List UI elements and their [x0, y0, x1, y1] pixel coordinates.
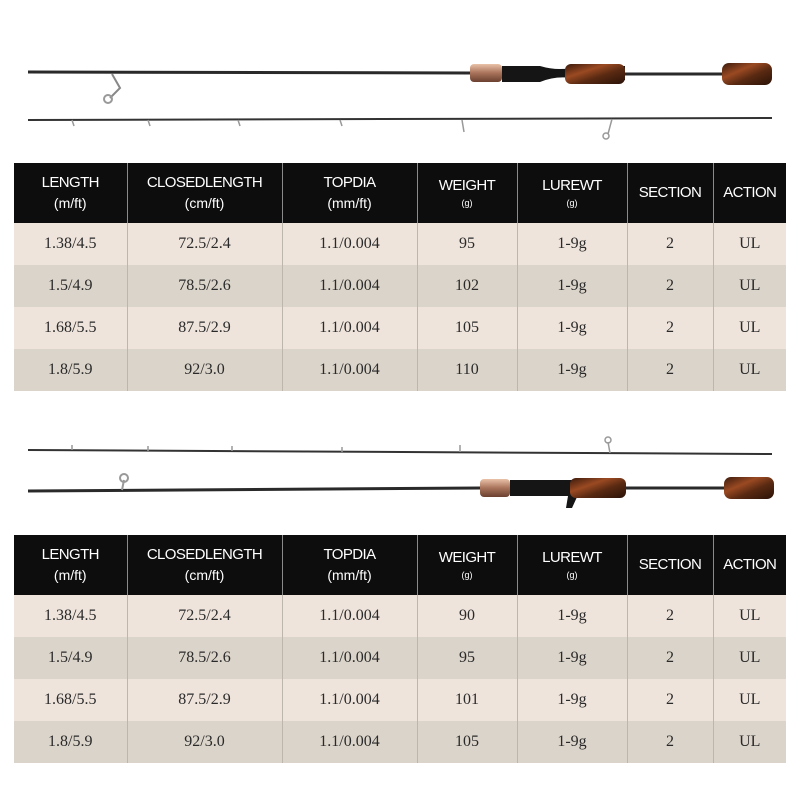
cell-closed-length: 72.5/2.4	[127, 595, 282, 637]
cell-lure-wt: 1-9g	[517, 223, 627, 265]
cell-weight: 105	[417, 721, 517, 763]
cell-weight: 95	[417, 637, 517, 679]
butt-cap-icon	[724, 477, 774, 499]
cell-length: 1.5/4.9	[14, 265, 127, 307]
header-top-dia: TOPDIA (mm/ft)	[282, 535, 417, 595]
cell-section: 2	[627, 349, 713, 391]
header-section: SECTION	[627, 163, 713, 223]
cell-length: 1.8/5.9	[14, 721, 127, 763]
cell-length: 1.68/5.5	[14, 307, 127, 349]
cell-top-dia: 1.1/0.004	[282, 637, 417, 679]
header-weight: WEIGHT (g)	[417, 163, 517, 223]
cell-closed-length: 87.5/2.9	[127, 307, 282, 349]
table-row	[14, 265, 786, 307]
cell-closed-length: 78.5/2.6	[127, 637, 282, 679]
cell-top-dia: 1.1/0.004	[282, 223, 417, 265]
cell-closed-length: 92/3.0	[127, 721, 282, 763]
table-row	[14, 307, 786, 349]
cell-top-dia: 1.1/0.004	[282, 679, 417, 721]
cell-weight: 90	[417, 595, 517, 637]
cell-action: UL	[713, 721, 786, 763]
header-closed-length: CLOSEDLENGTH (cm/ft)	[127, 163, 282, 223]
cell-lure-wt: 1-9g	[517, 349, 627, 391]
cell-top-dia: 1.1/0.004	[282, 307, 417, 349]
spinning-rod-image	[0, 50, 800, 140]
table-row	[14, 679, 786, 721]
cell-action: UL	[713, 637, 786, 679]
cell-top-dia: 1.1/0.004	[282, 721, 417, 763]
cell-length: 1.38/4.5	[14, 595, 127, 637]
table-row	[14, 637, 786, 679]
cell-action: UL	[713, 349, 786, 391]
header-action: ACTION	[713, 163, 786, 223]
spinning-spec-table	[14, 163, 786, 391]
cell-weight: 102	[417, 265, 517, 307]
table-row	[14, 595, 786, 637]
cell-lure-wt: 1-9g	[517, 637, 627, 679]
cell-weight: 95	[417, 223, 517, 265]
header-section: SECTION	[627, 535, 713, 595]
table-header-row	[14, 535, 786, 595]
cell-action: UL	[713, 307, 786, 349]
header-lure-wt: LUREWT (g)	[517, 535, 627, 595]
butt-cap-icon	[722, 63, 772, 85]
cell-weight: 101	[417, 679, 517, 721]
cell-section: 2	[627, 637, 713, 679]
header-length: LENGTH (m/ft)	[14, 163, 127, 223]
cell-section: 2	[627, 307, 713, 349]
cell-lure-wt: 1-9g	[517, 721, 627, 763]
cell-section: 2	[627, 223, 713, 265]
cell-lure-wt: 1-9g	[517, 595, 627, 637]
table-header-row	[14, 163, 786, 223]
header-length: LENGTH (m/ft)	[14, 535, 127, 595]
header-action: ACTION	[713, 535, 786, 595]
cell-action: UL	[713, 595, 786, 637]
header-top-dia: TOPDIA (mm/ft)	[282, 163, 417, 223]
cell-length: 1.38/4.5	[14, 223, 127, 265]
cell-action: UL	[713, 679, 786, 721]
cell-section: 2	[627, 595, 713, 637]
cell-closed-length: 92/3.0	[127, 349, 282, 391]
cell-length: 1.8/5.9	[14, 349, 127, 391]
cell-closed-length: 87.5/2.9	[127, 679, 282, 721]
table-row	[14, 349, 786, 391]
cell-top-dia: 1.1/0.004	[282, 595, 417, 637]
table-row	[14, 721, 786, 763]
cell-closed-length: 78.5/2.6	[127, 265, 282, 307]
cell-top-dia: 1.1/0.004	[282, 265, 417, 307]
table-row	[14, 223, 786, 265]
cell-action: UL	[713, 265, 786, 307]
cell-lure-wt: 1-9g	[517, 679, 627, 721]
cell-length: 1.68/5.5	[14, 679, 127, 721]
cell-weight: 105	[417, 307, 517, 349]
header-closed-length: CLOSEDLENGTH (cm/ft)	[127, 535, 282, 595]
cell-top-dia: 1.1/0.004	[282, 349, 417, 391]
cell-section: 2	[627, 679, 713, 721]
cell-weight: 110	[417, 349, 517, 391]
casting-rod-image	[0, 430, 800, 520]
cell-closed-length: 72.5/2.4	[127, 223, 282, 265]
casting-spec-table	[14, 535, 786, 763]
header-weight: WEIGHT (g)	[417, 535, 517, 595]
header-lure-wt: LUREWT (g)	[517, 163, 627, 223]
cell-section: 2	[627, 265, 713, 307]
cell-section: 2	[627, 721, 713, 763]
cell-length: 1.5/4.9	[14, 637, 127, 679]
cell-lure-wt: 1-9g	[517, 307, 627, 349]
cell-lure-wt: 1-9g	[517, 265, 627, 307]
reel-seat-hood-icon	[470, 64, 502, 82]
reel-seat-hood-icon	[480, 479, 510, 497]
cell-action: UL	[713, 223, 786, 265]
